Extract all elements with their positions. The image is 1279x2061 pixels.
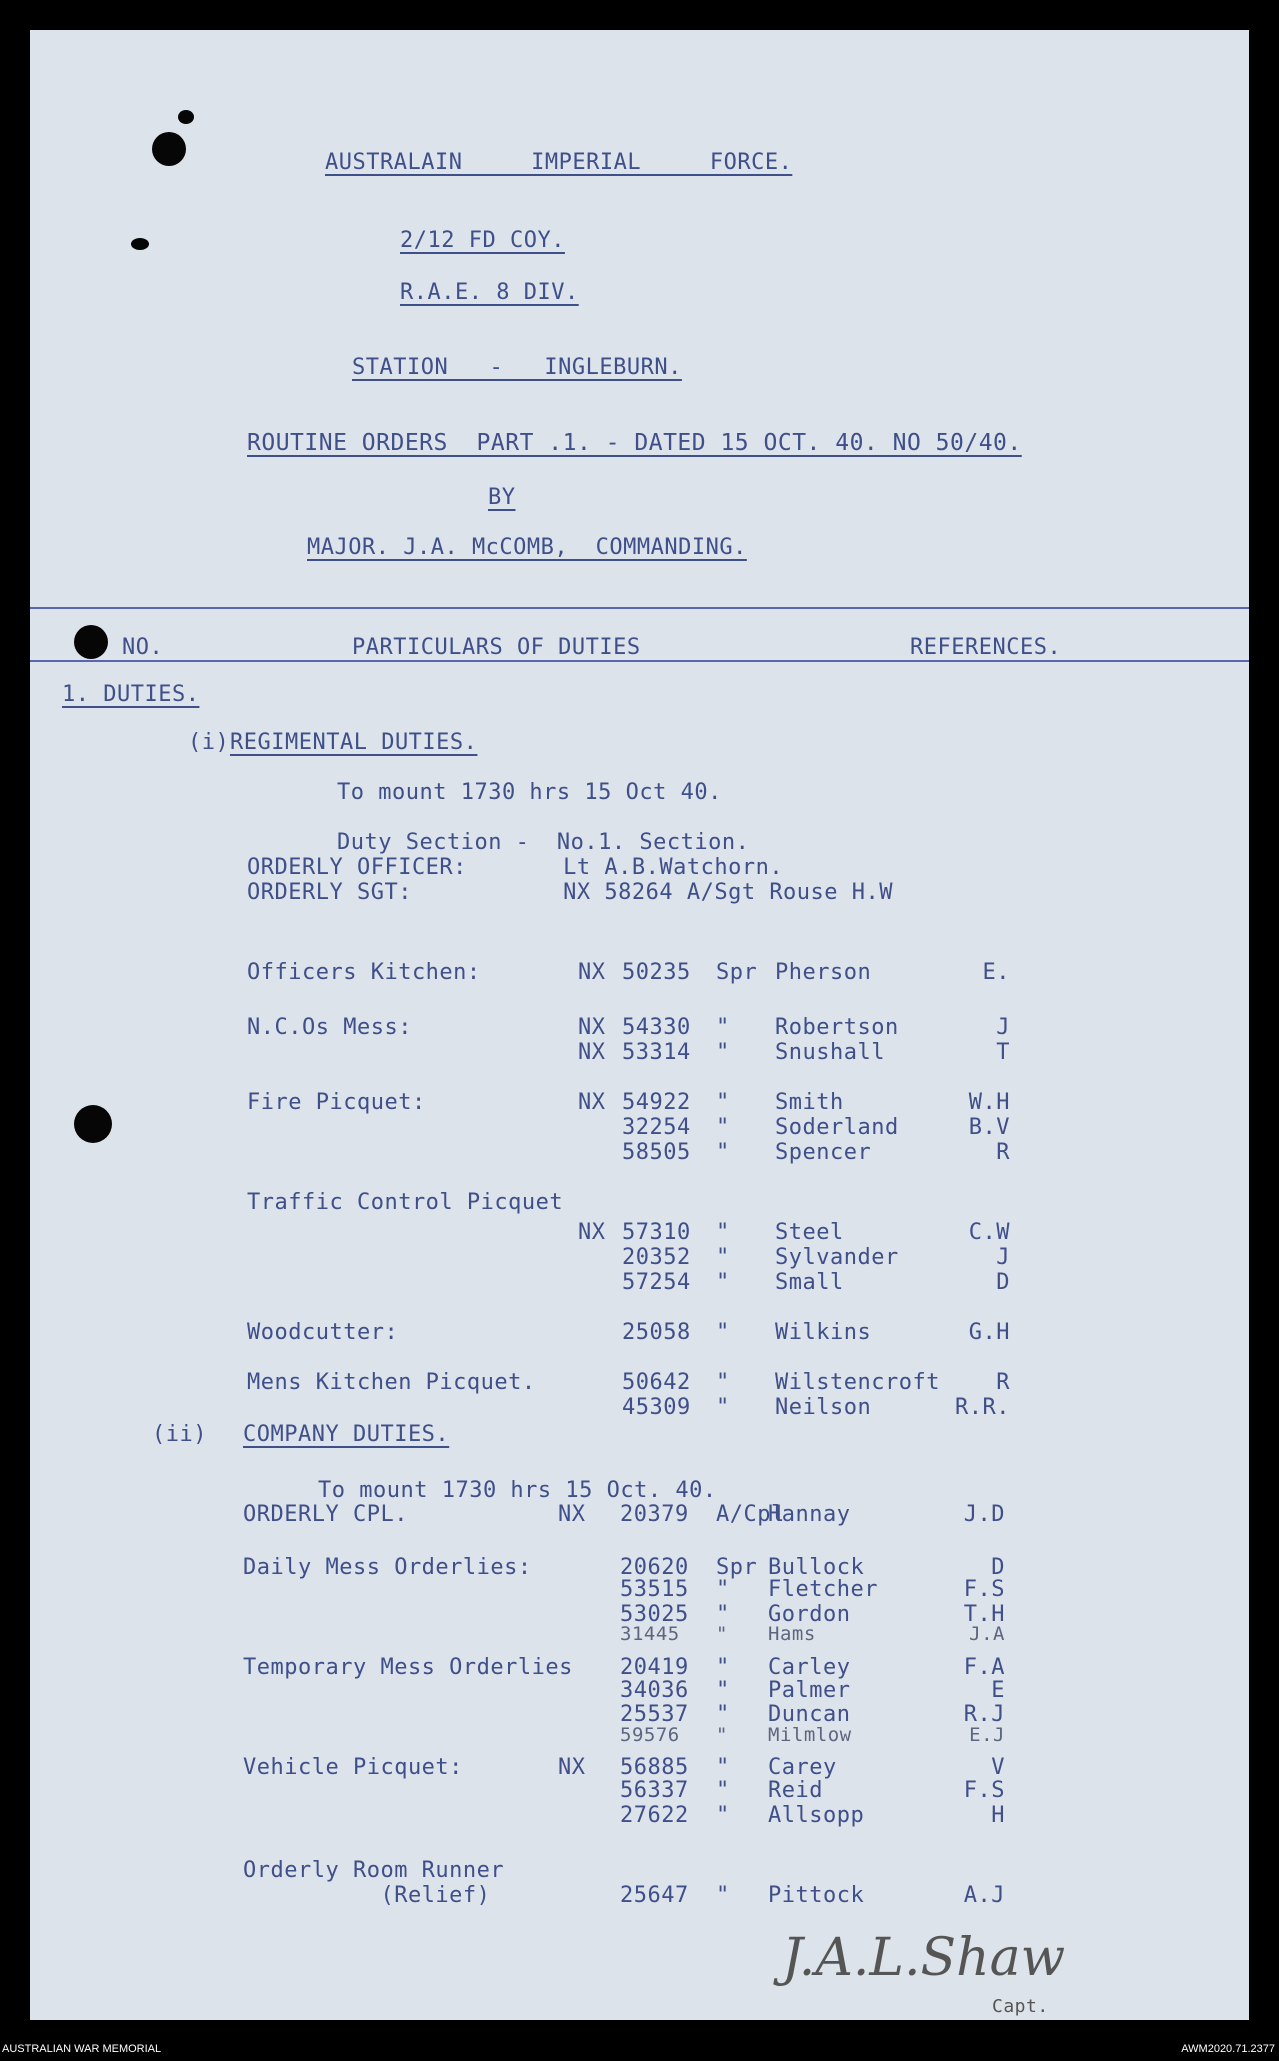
duty-label: Orderly Room Runner <box>243 1858 505 1883</box>
rank: " <box>716 1702 730 1727</box>
column-particulars: PARTICULARS OF DUTIES <box>352 635 641 660</box>
duty-label: Traffic Control Picquet <box>247 1190 564 1215</box>
duty-label: N.C.Os Mess: <box>247 1015 412 1040</box>
initials: A.J <box>963 1883 1005 1908</box>
by-heading: BY <box>488 485 516 510</box>
commander-heading: MAJOR. J.A. McCOMB, COMMANDING. <box>307 535 747 560</box>
soldier-name: Soderland <box>775 1115 899 1140</box>
punch-hole <box>178 110 194 124</box>
footer-right: AWM2020.71.2377 <box>1181 2043 1275 2055</box>
service-number: 34036 <box>620 1678 689 1703</box>
service-number: 50235 <box>622 960 691 985</box>
soldier-name: Bullock <box>768 1555 865 1580</box>
service-number: 53025 <box>620 1602 689 1627</box>
duty-label: Fire Picquet: <box>247 1090 426 1115</box>
initials: J <box>996 1245 1010 1270</box>
initials: T <box>996 1040 1010 1065</box>
service-number: 59576 <box>620 1724 680 1746</box>
rank: " <box>716 1395 730 1420</box>
rank: " <box>716 1220 730 1245</box>
nx-prefix: NX <box>578 1040 606 1065</box>
soldier-name: Pittock <box>768 1883 865 1908</box>
soldier-name: Allsopp <box>768 1803 865 1828</box>
soldier-name: Neilson <box>775 1395 872 1420</box>
duty-label: (Relief) <box>243 1883 491 1908</box>
initials: F.S <box>963 1577 1005 1602</box>
punch-hole <box>131 238 149 250</box>
rank: " <box>716 1803 730 1828</box>
initials: F.A <box>963 1655 1005 1680</box>
soldier-name: Duncan <box>768 1702 851 1727</box>
initials: V <box>991 1755 1005 1780</box>
service-number: 53515 <box>620 1577 689 1602</box>
initials: D <box>991 1555 1005 1580</box>
nx-prefix: NX <box>578 960 606 985</box>
signature: J.A.L.Shaw <box>782 1928 1066 1988</box>
initials: R.J <box>963 1702 1005 1727</box>
initials: E <box>991 1678 1005 1703</box>
duty-label: Temporary Mess Orderlies <box>243 1655 573 1680</box>
initials: J.A <box>969 1623 1005 1645</box>
force-heading: AUSTRALAIN IMPERIAL FORCE. <box>325 150 793 175</box>
soldier-name: Small <box>775 1270 844 1295</box>
rank: " <box>716 1778 730 1803</box>
initials: H <box>991 1803 1005 1828</box>
nx-prefix: NX <box>558 1755 586 1780</box>
rank: " <box>716 1602 730 1627</box>
rank: " <box>716 1320 730 1345</box>
header-rule-top <box>30 607 1249 609</box>
soldier-name: Carey <box>768 1755 837 1780</box>
station-heading: STATION - INGLEBURN. <box>352 355 682 380</box>
initials: E.J <box>969 1724 1005 1746</box>
nx-prefix: NX <box>578 1220 606 1245</box>
nx-prefix: NX <box>578 1015 606 1040</box>
rank: " <box>716 1655 730 1680</box>
rank: " <box>716 1623 728 1645</box>
soldier-name: Milmlow <box>768 1724 852 1746</box>
rank: Spr <box>716 960 758 985</box>
rank: " <box>716 1755 730 1780</box>
rank: " <box>716 1140 730 1165</box>
punch-hole <box>152 132 186 166</box>
service-number: 45309 <box>622 1395 691 1420</box>
duty-label: Daily Mess Orderlies: <box>243 1555 532 1580</box>
initials: E. <box>982 960 1010 985</box>
initials: D <box>996 1270 1010 1295</box>
signature-rank: Capt. <box>992 1996 1049 2017</box>
service-number: 54330 <box>622 1015 691 1040</box>
soldier-name: Wilkins <box>775 1320 872 1345</box>
soldier-name: Pherson <box>775 960 872 985</box>
rank: " <box>716 1577 730 1602</box>
duty-label: Vehicle Picquet: <box>243 1755 463 1780</box>
service-number: 27622 <box>620 1803 689 1828</box>
soldier-name: Steel <box>775 1220 844 1245</box>
soldier-name: Sylvander <box>775 1245 899 1270</box>
rank: " <box>716 1040 730 1065</box>
regimental-mount: To mount 1730 hrs 15 Oct 40. <box>337 780 722 805</box>
soldier-name: Spencer <box>775 1140 872 1165</box>
column-no: NO. <box>122 635 164 660</box>
soldier-name: Gordon <box>768 1602 851 1627</box>
document-sheet <box>30 30 1249 2020</box>
soldier-name: Snushall <box>775 1040 885 1065</box>
rank: Spr <box>716 1555 758 1580</box>
service-number: 31445 <box>620 1623 680 1645</box>
rank: " <box>716 1115 730 1140</box>
initials: R <box>996 1140 1010 1165</box>
service-number: 58505 <box>622 1140 691 1165</box>
company-label: (ii) <box>152 1422 207 1447</box>
column-references: REFERENCES. <box>910 635 1062 660</box>
service-number: 20379 <box>620 1502 689 1527</box>
service-number: 25537 <box>620 1702 689 1727</box>
soldier-name: Hannay <box>768 1502 851 1527</box>
soldier-name: Palmer <box>768 1678 851 1703</box>
service-number: 32254 <box>622 1115 691 1140</box>
orderly-officer: ORDERLY OFFICER: Lt A.B.Watchorn. <box>247 855 784 880</box>
service-number: 56337 <box>620 1778 689 1803</box>
section-title: 1. DUTIES. <box>62 682 200 707</box>
service-number: 54922 <box>622 1090 691 1115</box>
soldier-name: Reid <box>768 1778 823 1803</box>
rank: " <box>716 1678 730 1703</box>
orders-heading: ROUTINE ORDERS PART .1. - DATED 15 OCT. 40. NO 50/40. <box>247 430 1022 456</box>
service-number: 25647 <box>620 1883 689 1908</box>
service-number: 25058 <box>622 1320 691 1345</box>
soldier-name: Smith <box>775 1090 844 1115</box>
punch-hole <box>74 625 108 659</box>
service-number: 53314 <box>622 1040 691 1065</box>
service-number: 56885 <box>620 1755 689 1780</box>
initials: C.W <box>968 1220 1010 1245</box>
initials: R.R. <box>955 1395 1010 1420</box>
service-number: 20419 <box>620 1655 689 1680</box>
service-number: 57310 <box>622 1220 691 1245</box>
initials: G.H <box>968 1320 1010 1345</box>
duty-label: Officers Kitchen: <box>247 960 481 985</box>
regimental-title: REGIMENTAL DUTIES. <box>230 730 478 755</box>
service-number: 57254 <box>622 1270 691 1295</box>
orderly-sgt: ORDERLY SGT: NX 58264 A/Sgt Rouse H.W <box>247 880 894 905</box>
unit-heading: 2/12 FD COY. <box>400 228 565 253</box>
service-number: 20620 <box>620 1555 689 1580</box>
service-number: 20352 <box>622 1245 691 1270</box>
initials: J <box>996 1015 1010 1040</box>
soldier-name: Wilstencroft <box>775 1370 940 1395</box>
nx-prefix: NX <box>558 1502 586 1527</box>
service-number: 50642 <box>622 1370 691 1395</box>
rank: " <box>716 1270 730 1295</box>
nx-prefix: NX <box>578 1090 606 1115</box>
header-rule-bottom <box>30 660 1249 662</box>
initials: J.D <box>963 1502 1005 1527</box>
rank: " <box>716 1883 730 1908</box>
rank: " <box>716 1724 728 1746</box>
soldier-name: Robertson <box>775 1015 899 1040</box>
rank: A/Cpl <box>716 1502 785 1527</box>
regimental-label: (i) <box>188 730 230 755</box>
rank: " <box>716 1245 730 1270</box>
division-heading: R.A.E. 8 DIV. <box>400 280 579 305</box>
punch-hole <box>74 1105 112 1143</box>
initials: B.V <box>968 1115 1010 1140</box>
initials: W.H <box>968 1090 1010 1115</box>
soldier-name: Fletcher <box>768 1577 878 1602</box>
initials: R <box>996 1370 1010 1395</box>
soldier-name: Hams <box>768 1623 816 1645</box>
duty-label: Woodcutter: <box>247 1320 399 1345</box>
initials: T.H <box>963 1602 1005 1627</box>
duty-label: Mens Kitchen Picquet. <box>247 1370 536 1395</box>
company-mount: To mount 1730 hrs 15 Oct. 40. <box>318 1478 717 1503</box>
rank: " <box>716 1015 730 1040</box>
initials: F.S <box>963 1778 1005 1803</box>
duty-label: ORDERLY CPL. <box>243 1502 408 1527</box>
rank: " <box>716 1090 730 1115</box>
rank: " <box>716 1370 730 1395</box>
footer-left: AUSTRALIAN WAR MEMORIAL <box>2 2043 162 2055</box>
duty-section: Duty Section - No.1. Section. <box>337 830 750 855</box>
company-title: COMPANY DUTIES. <box>243 1422 450 1447</box>
soldier-name: Carley <box>768 1655 851 1680</box>
